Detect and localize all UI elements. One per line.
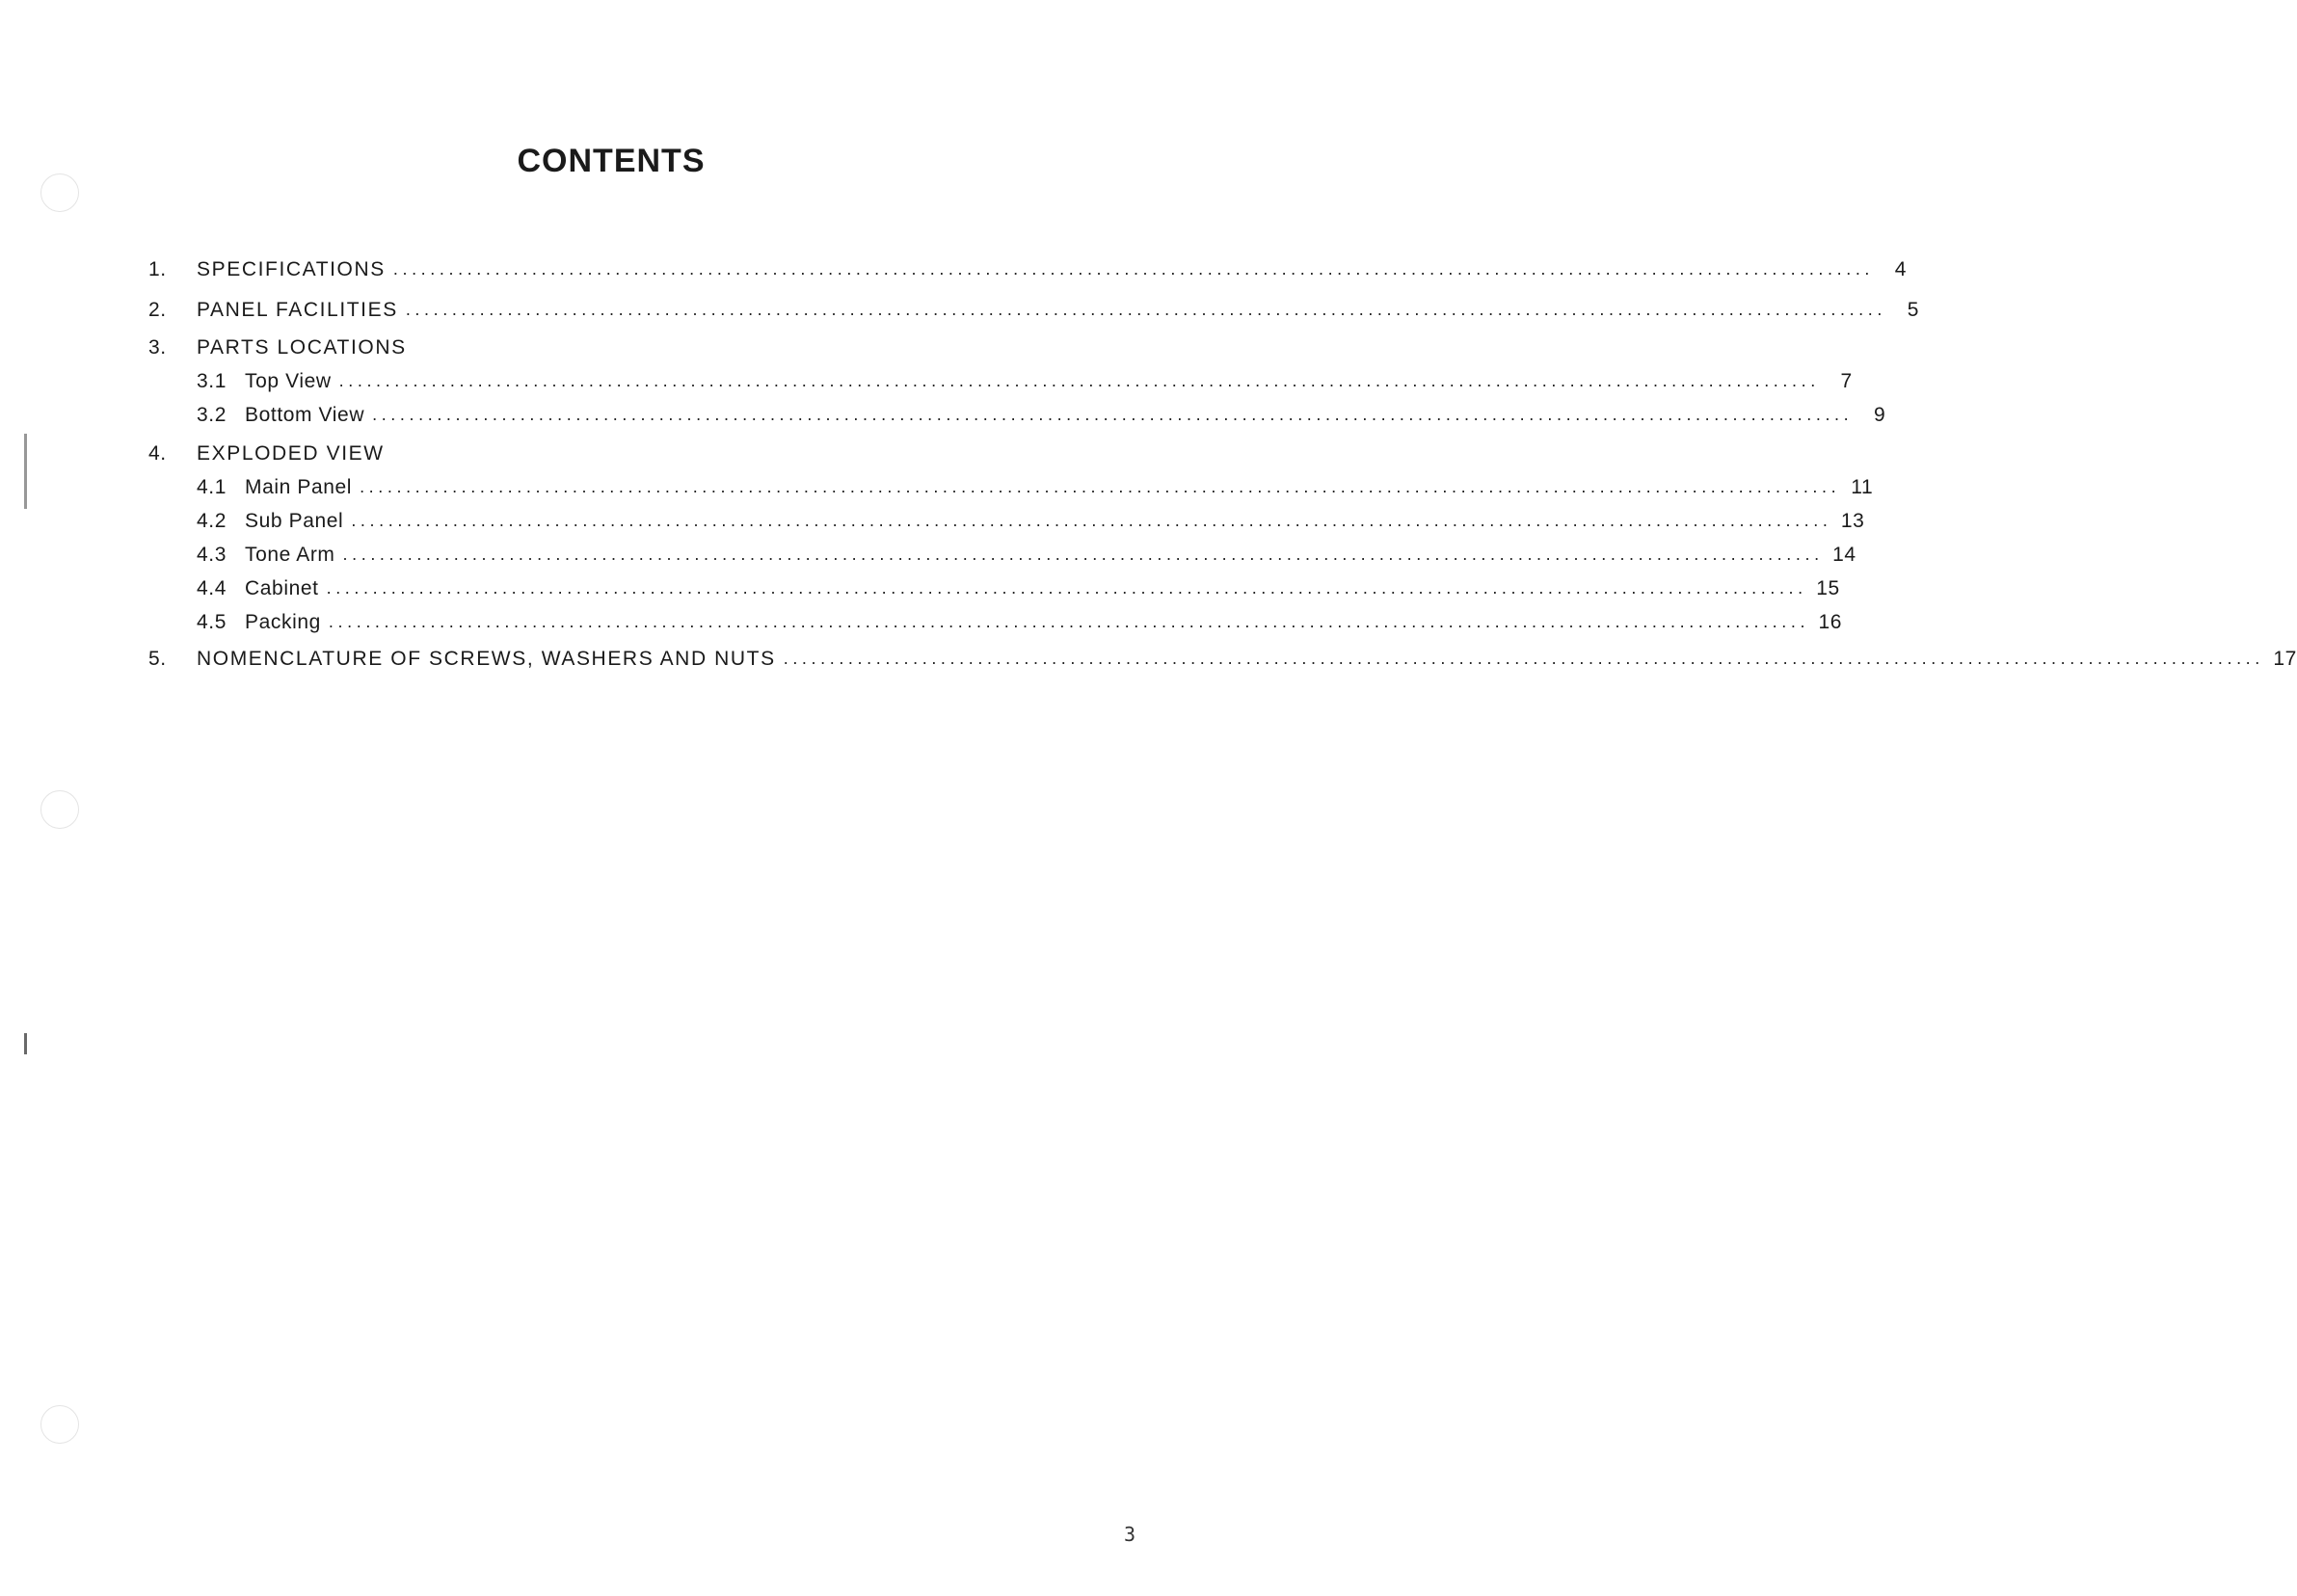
toc-entry[interactable]	[148, 644, 2297, 671]
dot-leader: ................................................................................................................................................................	[360, 477, 1841, 496]
toc-entry[interactable]	[148, 366, 1853, 393]
dot-leader: ................................................................................................................................................................	[342, 545, 1824, 564]
toc-entry-number: 4.3	[197, 544, 227, 566]
toc-entry	[148, 332, 1080, 359]
toc-entry-label: Bottom View	[245, 404, 365, 426]
page-number: 3	[1124, 1523, 1136, 1546]
toc-entry[interactable]	[148, 295, 1919, 322]
page-title: CONTENTS	[517, 143, 706, 179]
margin-scan-mark	[24, 1033, 27, 1054]
toc-entry[interactable]	[148, 506, 1865, 533]
toc-entry-label: Cabinet	[245, 577, 319, 599]
toc-entry-label: Packing	[245, 611, 321, 633]
dot-leader: ................................................................................................................................................................	[351, 511, 1832, 530]
dot-leader: ................................................................................................................................................................	[328, 612, 1810, 631]
toc-entry-label: PARTS LOCATIONS	[197, 336, 407, 359]
toc-entry-number: 3.1	[197, 370, 227, 392]
toc-entry	[148, 439, 1080, 466]
toc-entry-page: 7	[1840, 370, 1853, 392]
toc-entry[interactable]	[148, 573, 1840, 600]
toc-entry-number: 1.	[148, 258, 167, 280]
toc-entry[interactable]	[148, 540, 1856, 567]
toc-entry-label: Main Panel	[245, 476, 353, 498]
toc-entry-page: 11	[1851, 476, 1874, 498]
dot-leader: ................................................................................................................................................................	[392, 259, 1875, 279]
dot-leader: ................................................................................................................................................................	[338, 371, 1820, 390]
toc-entry-page: 13	[1840, 510, 1865, 532]
margin-scan-mark	[24, 434, 27, 509]
toc-entry-number: 3.2	[197, 404, 227, 426]
dot-leader: ................................................................................................................................................................	[783, 649, 2264, 668]
dot-leader: ................................................................................................................................................................	[405, 300, 1886, 319]
toc-entry-page: 15	[1816, 577, 1840, 599]
toc-entry-number: 2.	[148, 299, 167, 321]
toc-entry-label: Sub Panel	[245, 510, 344, 532]
toc-entry-page: 16	[1818, 611, 1843, 633]
toc-entry-page: 14	[1832, 544, 1856, 566]
toc-entry[interactable]	[148, 400, 1886, 427]
toc-entry-page: 5	[1907, 299, 1919, 321]
dot-leader: ................................................................................................................................................................	[372, 405, 1854, 424]
toc-entry-number: 4.1	[197, 476, 227, 498]
toc-entry-label: NOMENCLATURE OF SCREWS, WASHERS AND NUTS	[197, 648, 776, 670]
toc-entry-number: 3.	[148, 336, 167, 359]
toc-entry[interactable]	[148, 254, 1908, 281]
toc-entry-number: 4.4	[197, 577, 227, 599]
toc-entry-label: Tone Arm	[245, 544, 335, 566]
toc-entry-page: 17	[2273, 648, 2297, 670]
toc-entry-label: EXPLODED VIEW	[197, 442, 385, 465]
toc-entry-number: 4.2	[197, 510, 227, 532]
toc-entry-number: 4.5	[197, 611, 227, 633]
toc-entry-label: Top View	[245, 370, 332, 392]
toc-entry-label: PANEL FACILITIES	[197, 299, 398, 321]
toc-entry-page: 9	[1873, 404, 1886, 426]
toc-entry-number: 5.	[148, 648, 167, 670]
dot-leader: ................................................................................................................................................................	[326, 578, 1807, 598]
toc-entry-label: SPECIFICATIONS	[197, 258, 386, 280]
toc-entry[interactable]	[148, 607, 1843, 634]
toc-entry[interactable]	[148, 472, 1874, 499]
toc-entry-page: 4	[1894, 258, 1908, 280]
toc-entry-number: 4.	[148, 442, 167, 465]
punch-hole-middle	[40, 790, 79, 829]
punch-hole-bottom	[40, 1405, 79, 1444]
